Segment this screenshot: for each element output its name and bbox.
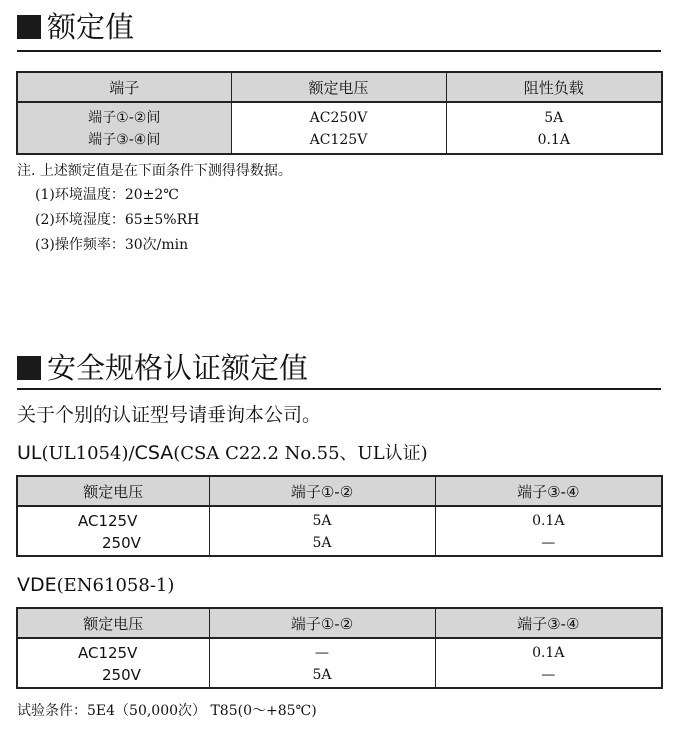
ul-standard: (UL1054)/ bbox=[41, 443, 135, 464]
condition-item: (3)操作频率：30次/min bbox=[35, 237, 189, 253]
current-value: 5A bbox=[312, 535, 332, 551]
voltage-value: AC125V bbox=[309, 132, 368, 148]
ul-mark: UL bbox=[17, 442, 42, 464]
table-header: 端子 bbox=[17, 72, 231, 102]
table-header: 端子①-② bbox=[209, 608, 435, 638]
load-value: 5A bbox=[544, 110, 564, 126]
condition-item: (1)环境温度：20±2℃ bbox=[35, 187, 179, 203]
load-value: 0.1A bbox=[537, 132, 570, 148]
note-text: 注. 上述额定值是在下面条件下测得得数据。 bbox=[17, 163, 292, 179]
current-value: — bbox=[541, 667, 556, 683]
current-value: — bbox=[315, 645, 329, 661]
csa-mark: CSA bbox=[134, 442, 174, 464]
section-title-text: 安全规格认证额定值 bbox=[47, 351, 309, 385]
csa-standard: (CSA C22.2 No.55、UL认证) bbox=[173, 443, 428, 464]
current-value: 0.1A bbox=[532, 513, 565, 529]
ul-table bbox=[16, 475, 663, 557]
table-header: 阻性负载 bbox=[446, 72, 662, 102]
current-value: 0.1A bbox=[532, 645, 565, 661]
vde-table bbox=[16, 607, 663, 689]
voltage-value: 250V bbox=[102, 534, 141, 552]
table-row bbox=[17, 102, 662, 154]
title-underline bbox=[17, 50, 661, 52]
section-title-text: 额定值 bbox=[47, 10, 135, 44]
section-title-ratings bbox=[17, 10, 134, 44]
section-title-safety bbox=[17, 351, 308, 385]
test-condition-text: 试验条件：5E4（50,000次） T85(0～+85℃) bbox=[17, 703, 317, 719]
title-underline bbox=[17, 388, 661, 390]
voltage-value: AC125V bbox=[78, 644, 138, 662]
current-value: 5A bbox=[312, 513, 332, 529]
table-header: 额定电压 bbox=[17, 608, 209, 638]
terminal-label: 端子①-②间 bbox=[88, 110, 161, 126]
condition-item: (2)环境湿度：65±5%RH bbox=[35, 212, 200, 228]
ratings-table bbox=[16, 71, 663, 155]
vde-standard: (EN61058-1) bbox=[56, 575, 175, 596]
table-row bbox=[17, 506, 662, 556]
voltage-value: AC250V bbox=[309, 110, 368, 126]
voltage-value: 250V bbox=[102, 666, 141, 684]
table-header: 额定电压 bbox=[17, 476, 209, 506]
black-square-icon bbox=[17, 356, 41, 380]
vde-mark: VDE bbox=[17, 574, 57, 596]
table-header: 额定电压 bbox=[231, 72, 446, 102]
table-header: 端子③-④ bbox=[435, 476, 662, 506]
table-header: 端子③-④ bbox=[435, 608, 662, 638]
ul-heading bbox=[17, 441, 428, 466]
terminal-label: 端子③-④间 bbox=[88, 132, 161, 148]
black-square-icon bbox=[17, 15, 41, 39]
voltage-value: AC125V bbox=[78, 512, 138, 530]
current-value: — bbox=[541, 535, 556, 551]
table-header: 端子①-② bbox=[209, 476, 435, 506]
vde-heading bbox=[17, 573, 174, 598]
table-row bbox=[17, 638, 662, 688]
intro-text: 关于个别的认证型号请垂询本公司。 bbox=[17, 404, 322, 426]
current-value: 5A bbox=[312, 667, 332, 683]
